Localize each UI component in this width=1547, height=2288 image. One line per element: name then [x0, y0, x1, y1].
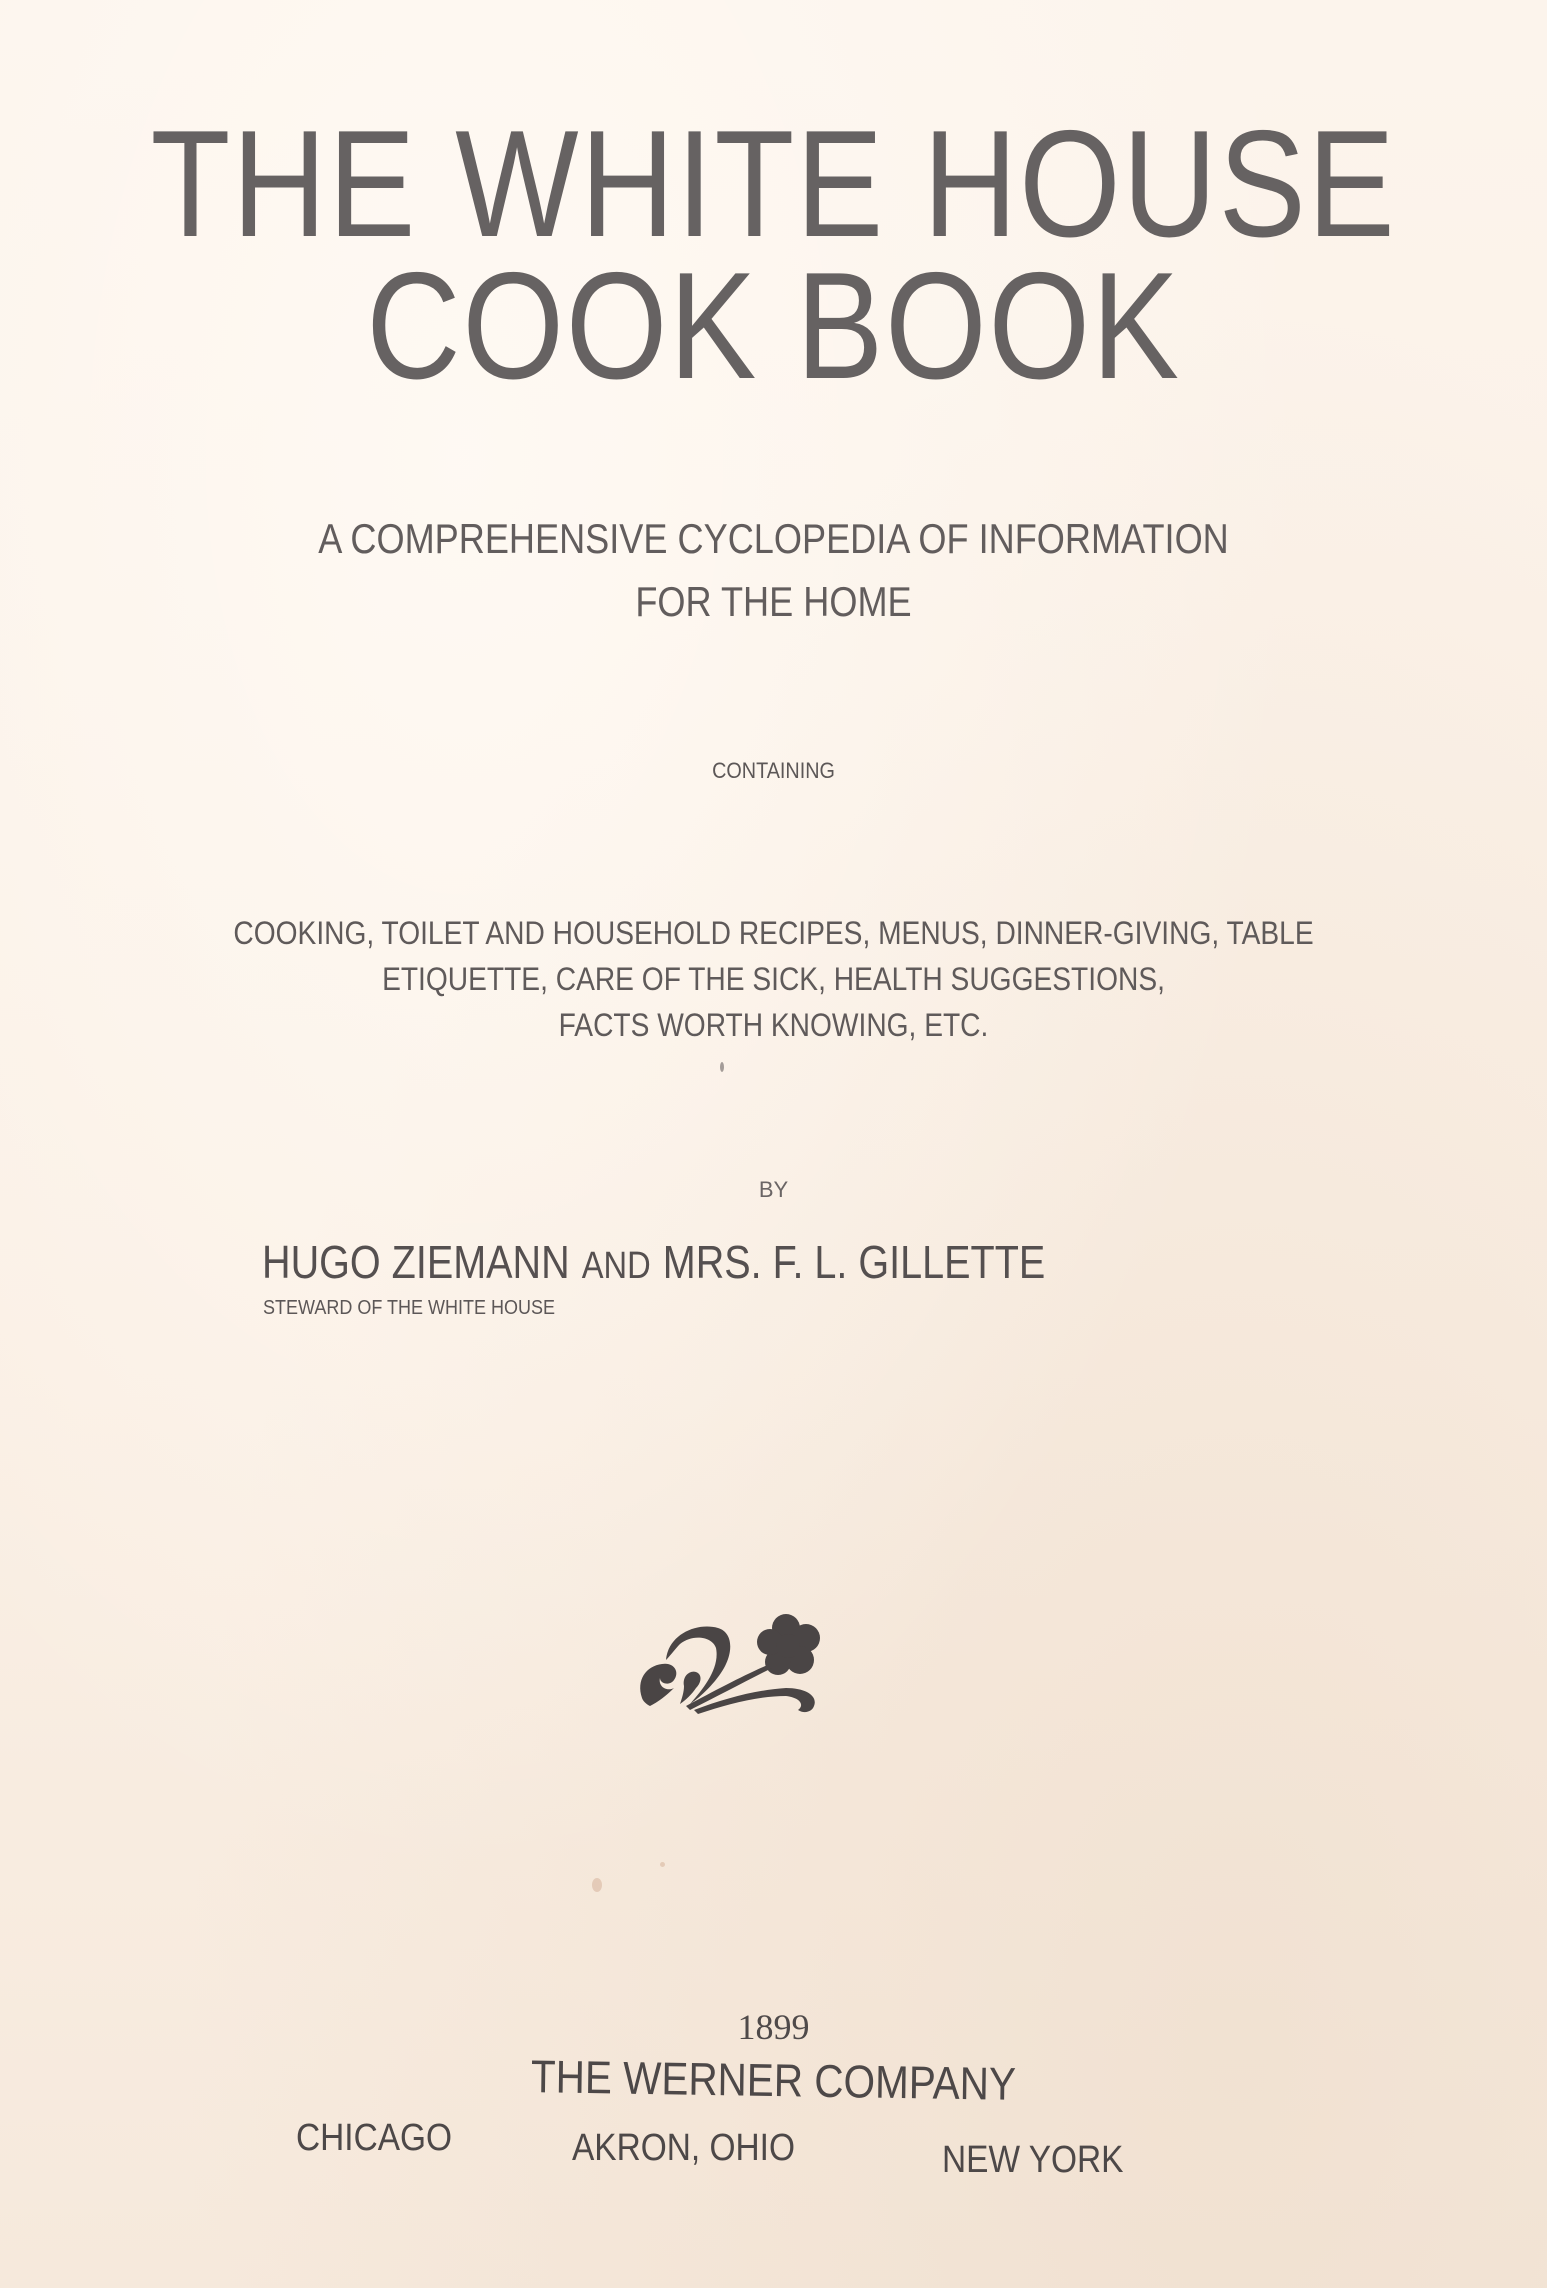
author-hugo-ziemann: HUGO ZIEMANN: [262, 1236, 570, 1288]
contents-line-2: ETIQUETTE, CARE OF THE SICK, HEALTH SUGGESTIONS,: [382, 961, 1165, 997]
city-chicago: CHICAGO: [296, 2117, 453, 2159]
book-title-line-1: THE WHITE HOUSE: [150, 99, 1397, 269]
paper-stain: [660, 1862, 665, 1867]
author-gillette: MRS. F. L. GILLETTE: [662, 1236, 1046, 1288]
ink-mark: [720, 1062, 724, 1072]
subtitle-line-2: FOR THE HOME: [635, 578, 912, 625]
paper-stain: [592, 1878, 602, 1892]
publication-year: 1899: [737, 2007, 810, 2047]
by-label: BY: [758, 1177, 789, 1202]
book-title-line-2: COOK BOOK: [366, 241, 1181, 411]
subtitle-line-1: A COMPREHENSIVE CYCLOPEDIA OF INFORMATION: [318, 515, 1229, 562]
author-conjunction: AND: [581, 1245, 651, 1287]
publisher-name: THE WERNER COMPANY: [530, 2050, 1017, 2110]
contents-line-3: FACTS WORTH KNOWING, ETC.: [558, 1007, 989, 1043]
city-new-york: NEW YORK: [942, 2139, 1124, 2181]
floral-ornament-icon: [636, 1600, 836, 1715]
authors-line: [262, 1238, 1045, 1290]
publisher-cities: [0, 2117, 1547, 2181]
city-akron: AKRON, OHIO: [572, 2127, 795, 2169]
author-role-note: STEWARD OF THE WHITE HOUSE: [263, 1297, 556, 1319]
containing-label: CONTAINING: [712, 758, 835, 783]
contents-line-1: COOKING, TOILET AND HOUSEHOLD RECIPES, MENUS, DINNER-GIVING, TABLE: [233, 915, 1314, 951]
